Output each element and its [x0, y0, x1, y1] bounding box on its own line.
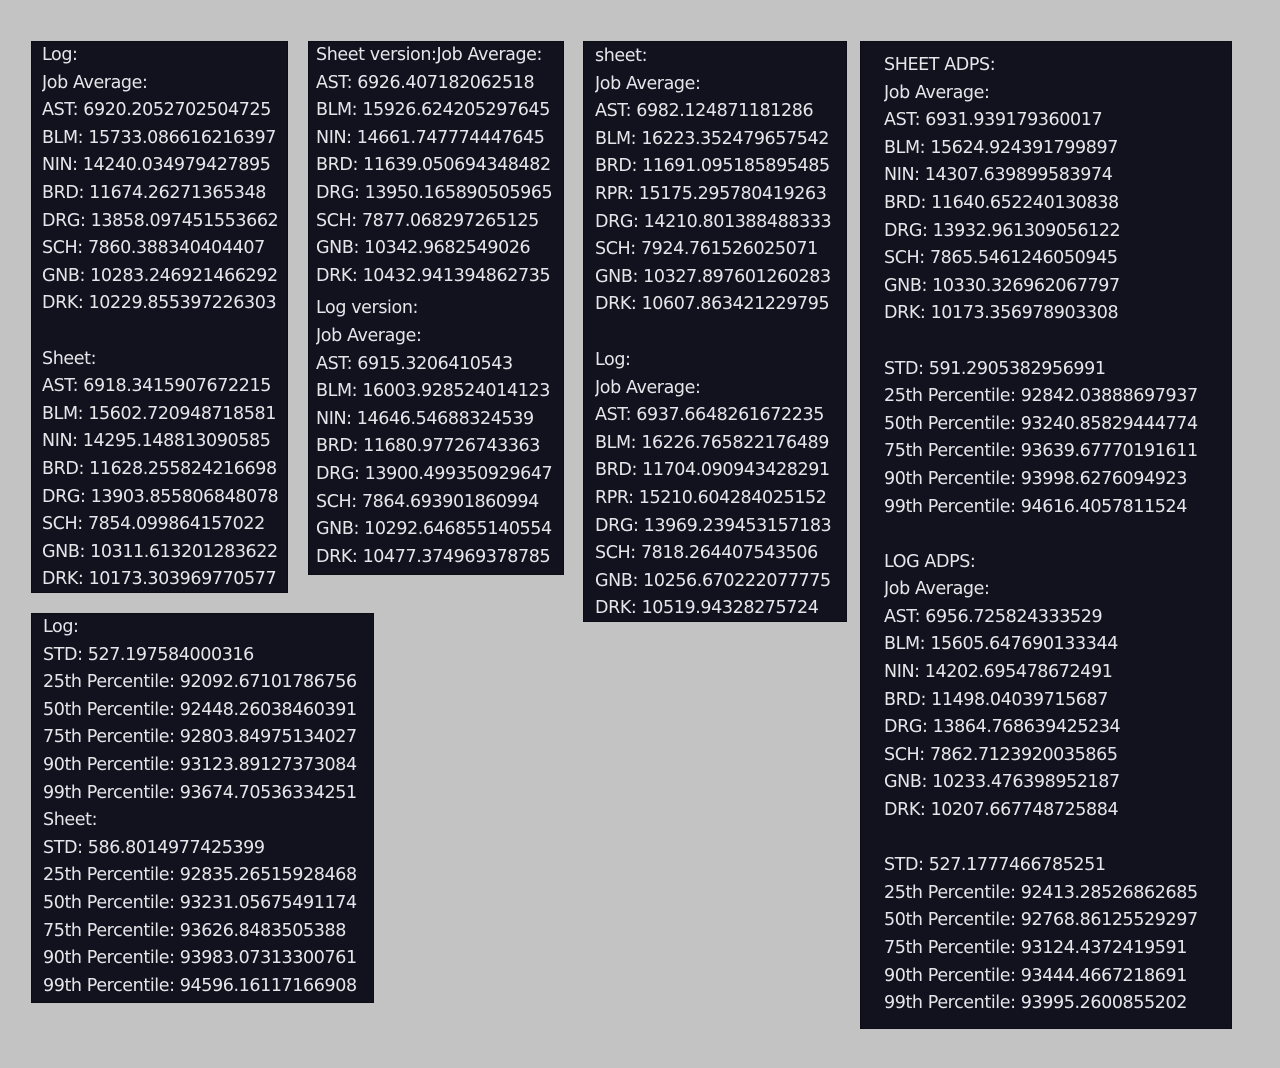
text-line: DRG: 13900.499350929647: [316, 463, 553, 484]
blank-line: [595, 319, 846, 347]
text-line: DRG: 13969.239453157183: [595, 515, 832, 536]
text-line: GNB: 10233.476398952187: [884, 772, 1120, 793]
text-line: GNB: 10327.897601260283: [595, 266, 831, 287]
text-line: Job Average:: [42, 72, 148, 93]
text-line: 99th Percentile: 94616.4057811524: [884, 496, 1187, 517]
text-line: Sheet:: [42, 348, 97, 369]
text-line: GNB: 10311.613201283622: [42, 541, 278, 562]
text-line: BLM: 16003.928524014123: [316, 381, 550, 402]
text-line: DRK: 10229.855397226303: [42, 293, 277, 314]
text-line: DRG: 13858.097451553662: [42, 210, 279, 231]
text-line: 50th Percentile: 93231.05675491174: [43, 892, 357, 913]
text-line: 75th Percentile: 92803.84975134027: [43, 727, 357, 748]
text-line: DRK: 10477.374969378785: [316, 546, 551, 567]
text-line: DRG: 13903.855806848078: [42, 486, 279, 507]
text-line: 99th Percentile: 93674.70536334251: [43, 782, 357, 803]
text-line: 25th Percentile: 92842.03888697937: [884, 386, 1198, 407]
text-line: SCH: 7860.388340404407: [42, 238, 265, 259]
text-line: sheet:: [595, 46, 648, 66]
text-line: Job Average:: [316, 325, 422, 346]
text-line: Sheet version:Job Average:: [316, 45, 543, 65]
text-line: 50th Percentile: 92448.26038460391: [43, 699, 357, 720]
text-line: Log:: [43, 617, 79, 637]
text-line: 99th Percentile: 93995.2600855202: [884, 993, 1187, 1014]
text-line: Log:: [42, 45, 78, 65]
text-line: 25th Percentile: 92092.67101786756: [43, 672, 357, 693]
text-line: 50th Percentile: 93240.85829444774: [884, 413, 1198, 434]
text-line: DRG: 13932.961309056122: [884, 220, 1121, 241]
text-line: NIN: 14661.747774447645: [316, 127, 545, 148]
text-line: 90th Percentile: 93444.4667218691: [884, 965, 1187, 986]
text-line: AST: 6982.124871181286: [595, 101, 814, 122]
text-line: BRD: 11640.652240130838: [884, 192, 1119, 213]
text-line: AST: 6920.2052702504725: [42, 100, 271, 121]
text-line: STD: 591.2905382956991: [884, 358, 1106, 379]
text-line: GNB: 10330.326962067797: [884, 275, 1120, 296]
text-line: SHEET ADPS:: [884, 55, 996, 75]
text-line: 75th Percentile: 93124.4372419591: [884, 938, 1187, 958]
text-line: 25th Percentile: 92835.26515928468: [43, 865, 357, 886]
text-line: STD: 527.1777466785251: [884, 855, 1106, 876]
text-line: 25th Percentile: 92413.28526862685: [884, 882, 1198, 903]
blank-line: [884, 328, 1231, 356]
text-line: NIN: 14295.148813090585: [42, 431, 271, 452]
text-line: GNB: 10342.9682549026: [316, 238, 531, 259]
sheet-log-adps-panel: [860, 41, 1232, 1029]
text-line: BRD: 11639.050694348482: [316, 155, 551, 176]
text-line: SCH: 7864.693901860994: [316, 491, 539, 512]
text-line: AST: 6926.407182062518: [316, 72, 535, 93]
text-line: SCH: 7924.761526025071: [595, 239, 818, 260]
sheet-log-version-panel: [308, 41, 564, 575]
text-line: Log:: [595, 349, 631, 370]
text-line: BLM: 15605.647690133344: [884, 634, 1118, 655]
text-line: SCH: 7877.068297265125: [316, 210, 539, 231]
text-line: BRD: 11628.255824216698: [42, 458, 277, 479]
text-line: Job Average:: [884, 579, 990, 600]
text-line: DRK: 10207.667748725884: [884, 800, 1119, 821]
text-line: NIN: 14240.034979427895: [42, 155, 271, 176]
text-line: BRD: 11704.090943428291: [595, 460, 830, 481]
text-line: BLM: 15733.086616216397: [42, 127, 276, 148]
text-line: LOG ADPS:: [884, 551, 976, 572]
text-line: DRG: 13864.768639425234: [884, 717, 1121, 738]
text-line: AST: 6931.939179360017: [884, 110, 1103, 131]
text-line: Job Average:: [595, 73, 701, 94]
text-line: Log version:: [316, 298, 419, 319]
text-line: NIN: 14646.54688324539: [316, 408, 534, 429]
text-line: SCH: 7854.099864157022: [42, 514, 265, 535]
text-line: DRK: 10519.94328275724: [595, 598, 819, 619]
text-line: Job Average:: [884, 82, 990, 103]
text-line: BRD: 11691.095185895485: [595, 156, 830, 177]
text-line: SCH: 7818.264407543506: [595, 543, 818, 564]
text-line: 90th Percentile: 93983.07313300761: [43, 948, 357, 969]
log-sheet-percentiles-panel: [31, 613, 374, 1003]
text-line: DRK: 10432.941394862735: [316, 265, 551, 286]
blank-line: [884, 825, 1231, 853]
text-line: GNB: 10283.246921466292: [42, 265, 278, 286]
text-line: BLM: 15602.720948718581: [42, 403, 276, 424]
text-line: BLM: 15926.624205297645: [316, 100, 550, 121]
blank-line: [884, 521, 1231, 549]
text-line: SCH: 7865.5461246050945: [884, 248, 1118, 269]
text-line: Job Average:: [595, 377, 701, 398]
text-line: BRD: 11674.26271365348: [42, 182, 267, 203]
text-line: AST: 6918.3415907672215: [42, 376, 271, 397]
text-line: 75th Percentile: 93639.67770191611: [884, 441, 1198, 462]
text-line: NIN: 14202.695478672491: [884, 662, 1113, 683]
text-line: NIN: 14307.639899583974: [884, 165, 1113, 186]
text-line: BLM: 16226.765822176489: [595, 432, 829, 453]
text-line: BRD: 11498.04039715687: [884, 689, 1109, 710]
text-line: RPR: 15175.295780419263: [595, 183, 827, 204]
text-line: DRG: 13950.165890505965: [316, 182, 553, 203]
text-line: GNB: 10256.670222077775: [595, 570, 831, 591]
text-line: DRG: 14210.801388488333: [595, 211, 832, 232]
text-line: AST: 6956.725824333529: [884, 606, 1103, 627]
text-line: 75th Percentile: 93626.8483505388: [43, 920, 346, 941]
text-line: BLM: 15624.924391799897: [884, 137, 1118, 158]
text-line: BLM: 16223.352479657542: [595, 128, 829, 149]
text-line: 90th Percentile: 93123.89127373084: [43, 754, 357, 775]
text-line: 50th Percentile: 92768.86125529297: [884, 910, 1198, 931]
sheet-log-rpr-panel: [583, 41, 847, 622]
text-line: DRK: 10173.356978903308: [884, 303, 1119, 324]
text-line: 99th Percentile: 94596.16117166908: [43, 975, 357, 996]
text-line: Sheet:: [43, 810, 98, 831]
log-sheet-job-average-panel: [31, 41, 288, 593]
text-line: STD: 586.8014977425399: [43, 837, 265, 858]
text-line: DRK: 10173.303969770577: [42, 569, 277, 590]
text-line: SCH: 7862.7123920035865: [884, 744, 1118, 765]
blank-line: [42, 318, 287, 346]
text-line: GNB: 10292.646855140554: [316, 519, 552, 540]
text-line: RPR: 15210.604284025152: [595, 487, 827, 508]
text-line: DRK: 10607.863421229795: [595, 294, 830, 315]
text-line: BRD: 11680.97726743363: [316, 436, 541, 457]
text-line: 90th Percentile: 93998.6276094923: [884, 468, 1187, 489]
text-line: STD: 527.197584000316: [43, 644, 254, 665]
text-line: AST: 6937.6648261672235: [595, 405, 824, 426]
text-line: AST: 6915.3206410543: [316, 353, 513, 374]
